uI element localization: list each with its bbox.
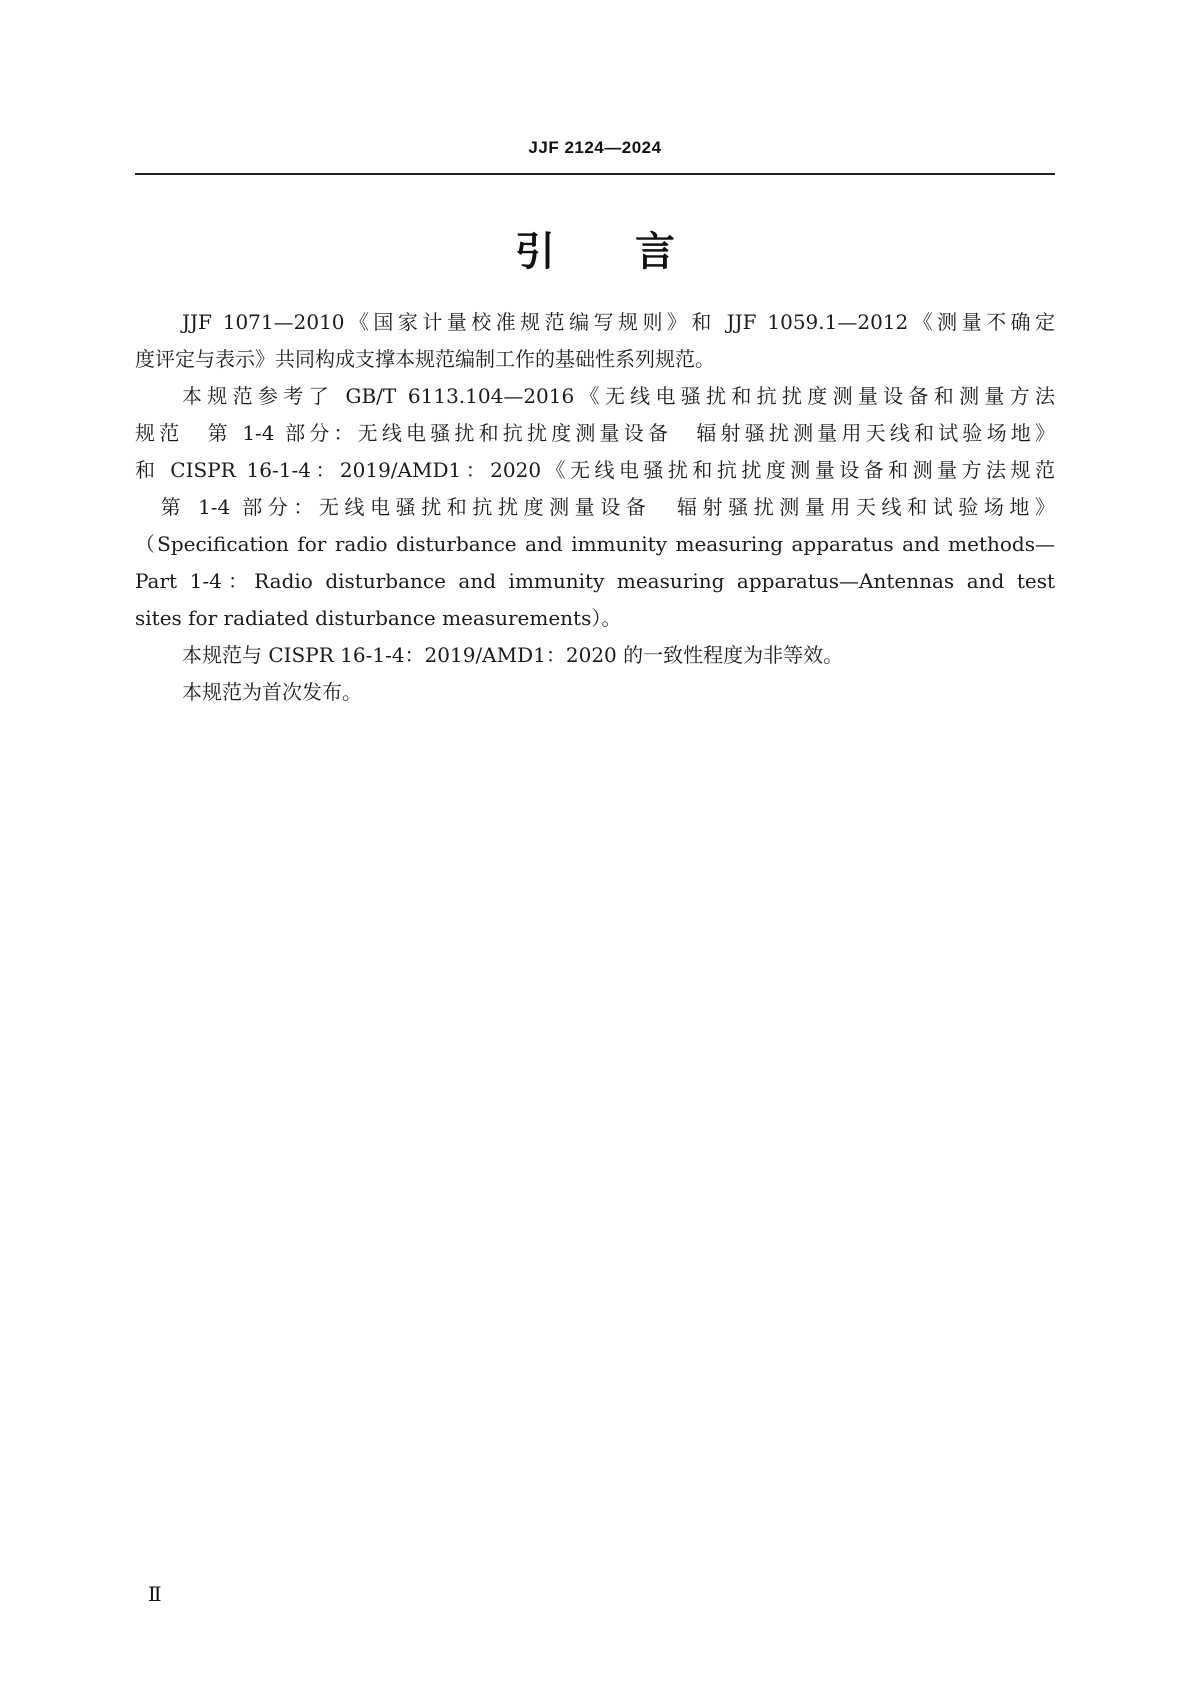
paragraph-2-line-2: 规范 第 1-4 部分：无线电骚扰和抗扰度测量设备 辐射骚扰测量用天线和试验场地》 <box>135 421 1055 445</box>
paragraph-3-line-1: 本规范与 CISPR 16-1-4：2019/AMD1：2020 的一致性程度为非等效。 <box>182 643 844 667</box>
paragraph-2-line-1: 本规范参考了 GB/T 6113.104—2016《无线电骚扰和抗扰度测量设备和测量方法 <box>182 384 1055 408</box>
header-rule <box>135 173 1055 175</box>
paragraph-3 <box>135 637 1055 674</box>
paragraph-2 <box>135 378 1055 637</box>
paragraph-2-line-5: （Specification for radio disturbance and immunity measuring apparatus and methods— <box>135 532 1055 556</box>
page-number: Ⅱ <box>148 1582 162 1606</box>
page-title: 引言 <box>515 229 755 275</box>
paragraph-2-line-7: sites for radiated disturbance measurements）。 <box>135 606 622 630</box>
paragraph-1-line-2: 度评定与表示》共同构成支撑本规范编制工作的基础性系列规范。 <box>135 347 715 371</box>
paragraph-4-line-1: 本规范为首次发布。 <box>182 680 362 704</box>
paragraph-2-line-3: 和 CISPR 16-1-4：2019/AMD1：2020《无线电骚扰和抗扰度测量设备和测量方法规范 <box>135 458 1055 482</box>
running-header-doc-code: JJF 2124—2024 <box>528 138 662 157</box>
paragraph-2-line-4: 第 1-4 部分：无线电骚扰和抗扰度测量设备 辐射骚扰测量用天线和试验场地》 <box>135 495 1055 519</box>
paragraph-1-line-1: JJF 1071—2010《国家计量校准规范编写规则》和 JJF 1059.1—2012《测量不确定 <box>182 310 1055 334</box>
paragraph-2-line-6: Part 1-4：Radio disturbance and immunity measuring apparatus—Antennas and test <box>135 569 1055 593</box>
body-text <box>135 304 1055 711</box>
paragraph-4 <box>135 674 1055 711</box>
paragraph-1 <box>135 304 1055 378</box>
